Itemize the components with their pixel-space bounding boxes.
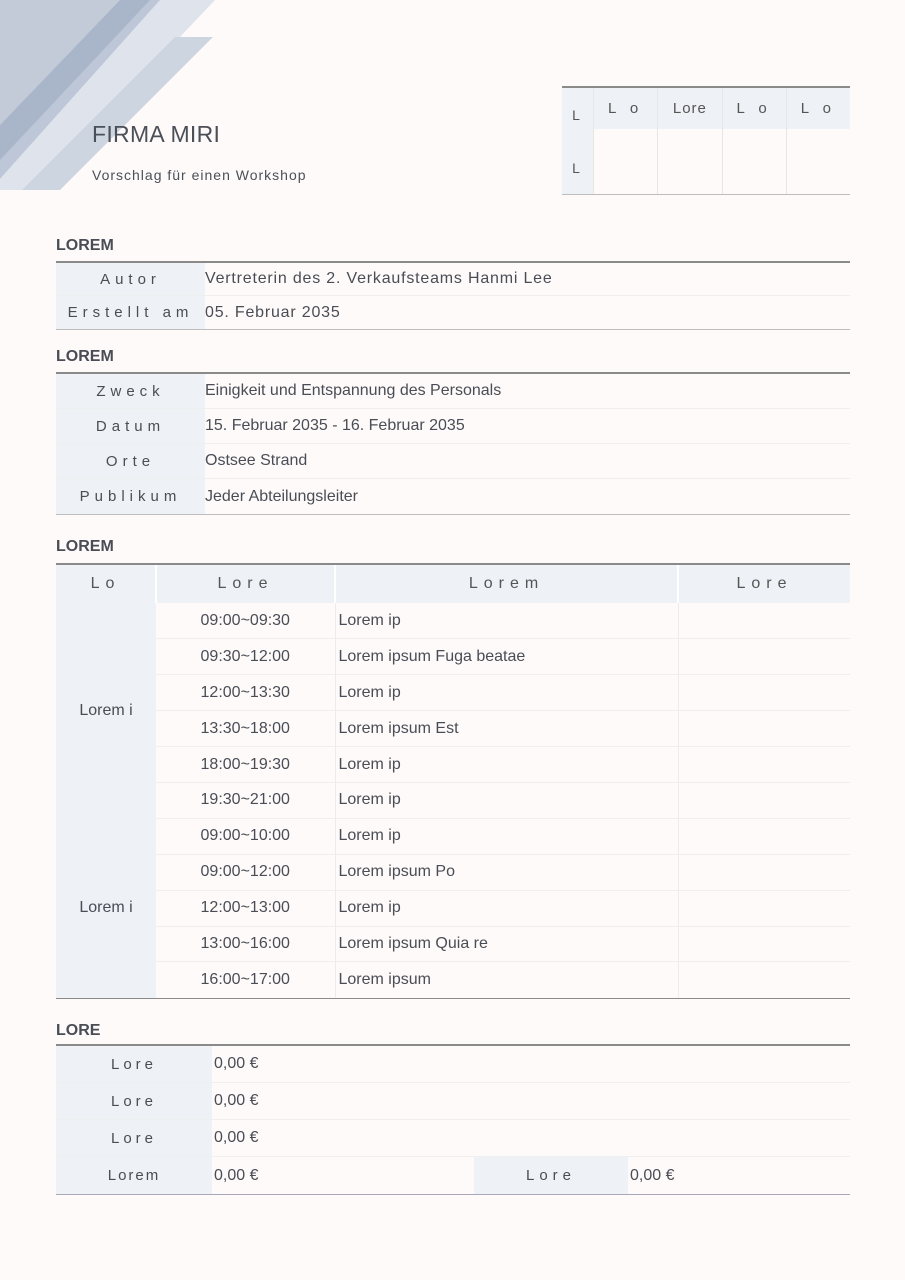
info-row bbox=[56, 409, 850, 444]
document-subtitle: Vorschlag für einen Workshop bbox=[92, 167, 307, 183]
section-title: LOREM bbox=[56, 538, 114, 555]
info-value: Einigkeit und Entspannung des Personals bbox=[205, 382, 502, 399]
company-name: FIRMA MIRI bbox=[92, 121, 221, 147]
cost-label: Lore bbox=[56, 1046, 212, 1082]
time-cell: 13:30~18:00 bbox=[156, 711, 335, 747]
time-cell: 19:30~21:00 bbox=[156, 782, 335, 818]
section-title: LOREM bbox=[56, 348, 114, 365]
schedule-row bbox=[56, 639, 850, 675]
note-cell bbox=[678, 711, 850, 747]
schedule-header: Lore bbox=[156, 565, 335, 603]
activity-cell: Lorem ip bbox=[335, 890, 678, 926]
approval-column-header: L o bbox=[723, 88, 786, 129]
info-row bbox=[56, 296, 850, 329]
schedule-row bbox=[56, 926, 850, 962]
schedule-row bbox=[56, 782, 850, 818]
approval-column-header: Lore bbox=[658, 88, 721, 129]
info-row bbox=[56, 444, 850, 479]
schedule-row bbox=[56, 890, 850, 926]
note-cell bbox=[678, 818, 850, 854]
schedule-header: Lore bbox=[678, 565, 850, 603]
approval-side-label: L bbox=[572, 159, 583, 176]
schedule-table bbox=[56, 565, 850, 999]
schedule-header: Lo bbox=[56, 565, 156, 603]
schedule-row bbox=[56, 962, 850, 998]
activity-cell: Lorem ipsum Quia re bbox=[335, 926, 678, 962]
info-value: 15. Februar 2035 - 16. Februar 2035 bbox=[205, 417, 465, 434]
time-cell: 09:30~12:00 bbox=[156, 639, 335, 675]
info-label: Orte bbox=[56, 444, 205, 478]
info-row bbox=[56, 374, 850, 409]
info-label: Erstellt am bbox=[56, 296, 205, 329]
cost-label: Lorem bbox=[56, 1157, 212, 1194]
time-cell: 13:00~16:00 bbox=[156, 926, 335, 962]
approval-column bbox=[593, 88, 657, 194]
activity-cell: Lorem ip bbox=[335, 747, 678, 783]
note-cell bbox=[678, 926, 850, 962]
cost-label: Lore bbox=[56, 1120, 212, 1156]
activity-cell: Lorem ip bbox=[335, 782, 678, 818]
cost-row bbox=[56, 1046, 850, 1083]
cost-value: 0,00 € bbox=[214, 1092, 259, 1109]
activity-cell: Lorem ipsum Fuga beatae bbox=[335, 639, 678, 675]
note-cell bbox=[678, 782, 850, 818]
time-cell: 09:00~09:30 bbox=[156, 603, 335, 639]
activity-cell: Lorem ipsum Est bbox=[335, 711, 678, 747]
cost-value: 0,00 € bbox=[214, 1055, 259, 1072]
activity-cell: Lorem ipsum Po bbox=[335, 854, 678, 890]
time-cell: 18:00~19:30 bbox=[156, 747, 335, 783]
info-row bbox=[56, 263, 850, 296]
approval-column bbox=[722, 88, 786, 194]
schedule-header: Lorem bbox=[335, 565, 678, 603]
info-value: 05. Februar 2035 bbox=[205, 303, 341, 321]
cost-row bbox=[56, 1120, 850, 1157]
cost-label: Lore bbox=[56, 1083, 212, 1119]
signature-field bbox=[787, 129, 850, 194]
cost-value: 0,00 € bbox=[630, 1166, 675, 1184]
time-cell: 09:00~10:00 bbox=[156, 818, 335, 854]
note-cell bbox=[678, 854, 850, 890]
info-value: Vertreterin des 2. Verkaufsteams Hanmi Lee bbox=[205, 270, 553, 287]
time-cell: 12:00~13:00 bbox=[156, 890, 335, 926]
approval-side bbox=[562, 88, 593, 194]
info-table bbox=[56, 374, 850, 515]
note-cell bbox=[678, 639, 850, 675]
info-label: Autor bbox=[56, 263, 205, 295]
info-table bbox=[56, 263, 850, 330]
cost-value: 0,00 € bbox=[214, 1129, 259, 1146]
schedule-row bbox=[56, 818, 850, 854]
note-cell bbox=[678, 962, 850, 998]
schedule-row bbox=[56, 603, 850, 639]
activity-cell: Lorem ip bbox=[335, 675, 678, 711]
activity-cell: Lorem ip bbox=[335, 818, 678, 854]
signature-field bbox=[594, 129, 657, 194]
activity-cell: Lorem ipsum bbox=[335, 962, 678, 998]
note-cell bbox=[678, 603, 850, 639]
signature-field bbox=[723, 129, 786, 194]
note-cell bbox=[678, 675, 850, 711]
approval-side-label: L bbox=[572, 106, 583, 123]
activity-cell: Lorem ip bbox=[335, 603, 678, 639]
info-label: Zweck bbox=[56, 374, 205, 408]
schedule-row bbox=[56, 854, 850, 890]
cost-row bbox=[56, 1083, 850, 1120]
approval-column-header: L o bbox=[594, 88, 657, 129]
time-cell: 09:00~12:00 bbox=[156, 854, 335, 890]
schedule-row bbox=[56, 711, 850, 747]
time-cell: 12:00~13:30 bbox=[156, 675, 335, 711]
info-label: Datum bbox=[56, 409, 205, 443]
note-cell bbox=[678, 890, 850, 926]
cost-value: 0,00 € bbox=[214, 1166, 259, 1184]
cost-row bbox=[56, 1157, 850, 1194]
signature-field bbox=[658, 129, 721, 194]
cost-label: Lore bbox=[474, 1157, 628, 1194]
schedule-row bbox=[56, 747, 850, 783]
note-cell bbox=[678, 747, 850, 783]
info-value: Ostsee Strand bbox=[205, 452, 308, 469]
info-row bbox=[56, 479, 850, 514]
time-cell: 16:00~17:00 bbox=[156, 962, 335, 998]
approval-column-header: L o bbox=[787, 88, 850, 129]
approval-column bbox=[657, 88, 721, 194]
schedule-row bbox=[56, 675, 850, 711]
day-label: Lorem i bbox=[56, 818, 156, 997]
section-title: LORE bbox=[56, 1022, 101, 1039]
info-label: Publikum bbox=[56, 479, 205, 514]
info-value: Jeder Abteilungsleiter bbox=[205, 487, 358, 505]
approval-box bbox=[562, 86, 850, 195]
approval-column bbox=[786, 88, 850, 194]
day-label: Lorem i bbox=[56, 603, 156, 818]
cost-table bbox=[56, 1046, 850, 1195]
section-title: LOREM bbox=[56, 237, 114, 254]
